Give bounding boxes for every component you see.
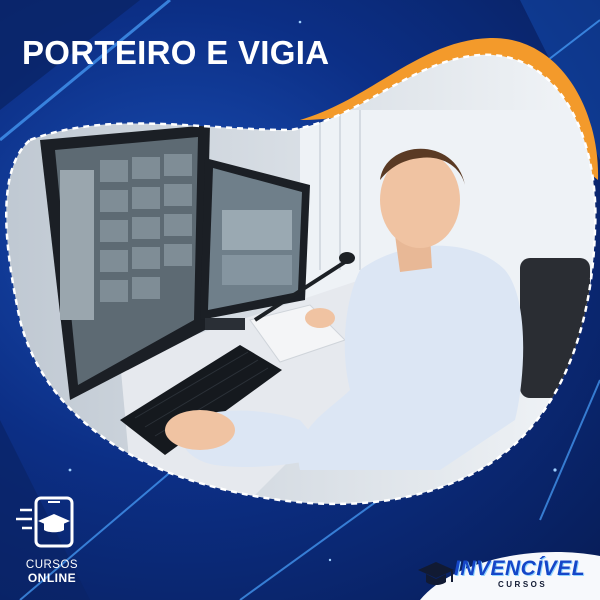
brand-logo [410, 548, 600, 600]
brand-name: INVENCÍVEL [454, 557, 586, 580]
page-title: PORTEIRO E VIGIA [22, 34, 330, 71]
badge-line-1: CURSOS [25, 559, 79, 571]
online-courses-badge [14, 492, 90, 592]
badge-line-2: ONLINE [27, 571, 77, 585]
graduation-cap-icon [416, 560, 456, 590]
brand-subtitle: CURSOS [498, 580, 548, 589]
mobile-course-icon [14, 492, 90, 552]
